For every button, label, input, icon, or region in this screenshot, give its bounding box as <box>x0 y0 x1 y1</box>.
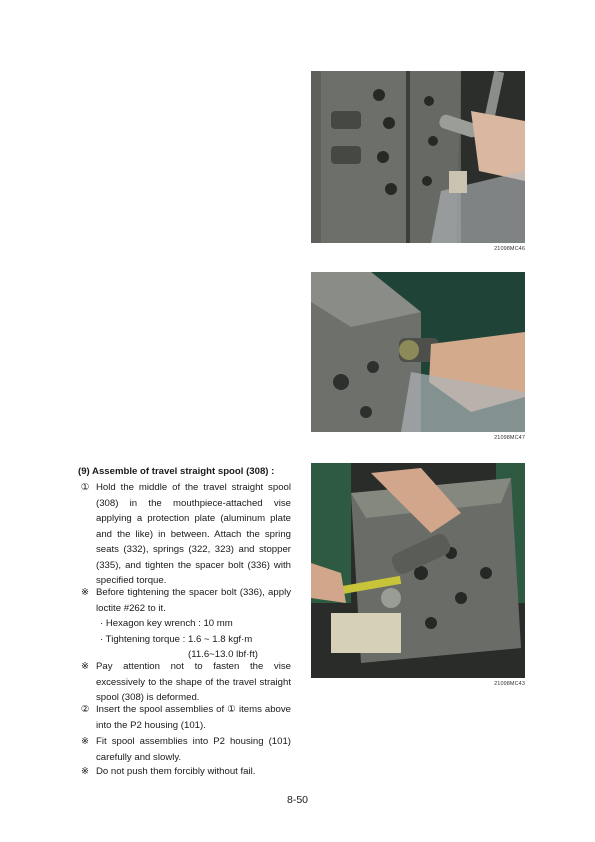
note-marker: ※ <box>80 766 90 777</box>
page-number: 8-50 <box>286 794 308 806</box>
item-text: Do not push them forcibly without fail. <box>96 766 256 777</box>
figure-caption: 21098MC46 <box>494 246 525 252</box>
item-text: Fit spool assemblies into P2 housing (101) carefully and slowly. <box>96 736 291 763</box>
note-marker: ※ <box>80 661 90 672</box>
note-marker: ※ <box>80 587 90 598</box>
note-marker: ※ <box>80 736 90 747</box>
spec-line: · Hexagon key wrench : 10 mm <box>100 618 233 629</box>
spec-line: · Tightening torque : 1.6 ~ 1.8 kgf·m <box>100 634 253 645</box>
step-marker: ② <box>80 704 90 715</box>
figure-caption: 21098MC43 <box>494 681 525 687</box>
item-text: Hold the middle of the travel straight spool (308) in the mouthpiece-attached vise applying a protection plate (aluminum plate and the like) in between. Attach the spring seats (332), springs (322, 323) and stopper (335), and tighten the spacer bolt (336) with specified torque. <box>96 482 291 586</box>
step-marker: ① <box>80 482 90 493</box>
item-text: Before tightening the spacer bolt (336), apply loctite #262 to it. <box>96 587 291 614</box>
item-text: Insert the spool assemblies of ① items above into the P2 housing (101). <box>96 704 291 731</box>
item-text: Pay attention not to fasten the vise excessively to the shape of the travel straight spool (308) is deformed. <box>96 661 291 703</box>
section-heading: (9) Assemble of travel straight spool (308) : <box>78 466 275 477</box>
figure-caption: 21098MC47 <box>494 435 525 441</box>
spec-line: (11.6~13.0 lbf·ft) <box>188 649 258 660</box>
photo-spool-assembly-2 <box>311 272 525 432</box>
photo-spool-assembly-3 <box>311 463 525 678</box>
photo-spool-assembly-1 <box>311 71 525 243</box>
